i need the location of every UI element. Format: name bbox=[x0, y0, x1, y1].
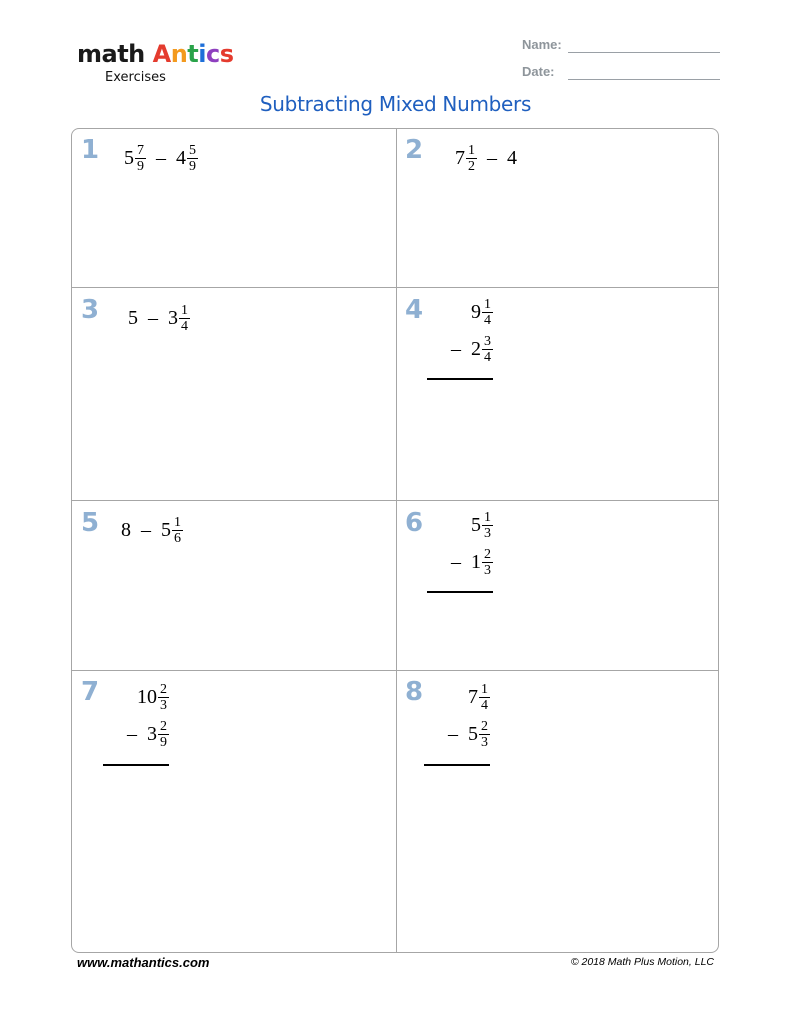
fraction bbox=[482, 547, 493, 578]
fraction bbox=[482, 510, 493, 541]
denominator: 3 bbox=[160, 698, 167, 713]
logo-math-text: math bbox=[77, 40, 145, 68]
whole-number: 5 bbox=[161, 519, 171, 541]
problem-expression bbox=[427, 510, 493, 578]
whole-number: 8 bbox=[121, 519, 131, 541]
problem-number: 2 bbox=[405, 135, 424, 165]
problem-number: 5 bbox=[81, 508, 100, 538]
numerator: 3 bbox=[484, 334, 491, 349]
denominator: 3 bbox=[484, 526, 491, 541]
problem-number: 8 bbox=[405, 677, 424, 707]
math-antics-logo bbox=[77, 40, 234, 85]
grid-divider-horizontal bbox=[72, 287, 718, 288]
logo-antics-text bbox=[153, 40, 234, 68]
numerator: 1 bbox=[481, 682, 488, 697]
whole-number: 5 bbox=[124, 147, 134, 169]
problem-expression bbox=[121, 515, 183, 546]
numerator: 1 bbox=[181, 303, 188, 318]
denominator: 2 bbox=[468, 159, 475, 174]
logo-letter: A bbox=[152, 40, 171, 68]
whole-number: 1 bbox=[471, 551, 481, 573]
numerator: 2 bbox=[160, 719, 167, 734]
fraction bbox=[158, 719, 169, 750]
whole-number: 3 bbox=[147, 723, 157, 745]
fraction bbox=[187, 143, 198, 174]
minus-sign: – bbox=[141, 519, 151, 541]
name-field[interactable] bbox=[522, 37, 720, 55]
numerator: 2 bbox=[484, 547, 491, 562]
problem-number: 3 bbox=[81, 295, 100, 325]
fraction bbox=[479, 682, 490, 713]
denominator: 9 bbox=[137, 159, 144, 174]
fraction bbox=[179, 303, 190, 334]
logo-letter: c bbox=[206, 40, 220, 68]
denominator: 3 bbox=[484, 563, 491, 578]
denominator: 6 bbox=[174, 531, 181, 546]
answer-line bbox=[427, 591, 493, 593]
whole-number: 4 bbox=[507, 147, 517, 169]
whole-number: 5 bbox=[468, 723, 478, 745]
minus-sign: – bbox=[127, 723, 137, 745]
fraction bbox=[479, 719, 490, 750]
whole-number: 2 bbox=[471, 338, 481, 360]
denominator: 9 bbox=[160, 735, 167, 750]
footer-website-link[interactable]: www.mathantics.com bbox=[77, 955, 210, 970]
whole-number: 5 bbox=[471, 514, 481, 536]
fraction bbox=[158, 682, 169, 713]
problem-expression bbox=[424, 682, 490, 750]
whole-number: 7 bbox=[468, 686, 478, 708]
whole-number: 10 bbox=[137, 686, 157, 708]
date-line bbox=[568, 79, 720, 80]
name-label: Name: bbox=[522, 37, 562, 52]
logo-letter: i bbox=[198, 40, 207, 68]
name-line bbox=[568, 52, 720, 53]
problem-grid bbox=[71, 128, 719, 953]
logo-subtitle: Exercises bbox=[105, 70, 166, 85]
minus-sign: – bbox=[451, 338, 461, 360]
denominator: 4 bbox=[484, 350, 491, 365]
numerator: 1 bbox=[484, 510, 491, 525]
denominator: 4 bbox=[481, 698, 488, 713]
logo-letter: n bbox=[170, 40, 188, 68]
fraction bbox=[135, 143, 146, 174]
denominator: 4 bbox=[484, 313, 491, 328]
minus-sign: – bbox=[487, 147, 497, 169]
worksheet-title: Subtracting Mixed Numbers bbox=[259, 92, 532, 116]
problem-number: 1 bbox=[81, 135, 100, 165]
whole-number: 4 bbox=[176, 147, 186, 169]
numerator: 2 bbox=[481, 719, 488, 734]
problem-expression bbox=[128, 303, 190, 334]
numerator: 1 bbox=[484, 297, 491, 312]
grid-divider-vertical bbox=[396, 129, 397, 952]
fraction bbox=[482, 334, 493, 365]
minus-sign: – bbox=[448, 723, 458, 745]
problem-expression bbox=[103, 682, 169, 750]
fraction bbox=[172, 515, 183, 546]
problem-expression bbox=[124, 143, 198, 174]
whole-number: 7 bbox=[455, 147, 465, 169]
answer-line bbox=[427, 378, 493, 380]
minus-sign: – bbox=[156, 147, 166, 169]
fraction bbox=[482, 297, 493, 328]
numerator: 1 bbox=[174, 515, 181, 530]
logo-letter: s bbox=[219, 40, 234, 68]
problem-number: 4 bbox=[405, 295, 424, 325]
numerator: 5 bbox=[189, 143, 196, 158]
denominator: 9 bbox=[189, 159, 196, 174]
grid-divider-horizontal bbox=[72, 670, 718, 671]
whole-number: 3 bbox=[168, 307, 178, 329]
whole-number: 5 bbox=[128, 307, 138, 329]
footer-copyright: © 2018 Math Plus Motion, LLC bbox=[570, 956, 714, 968]
answer-line bbox=[103, 764, 169, 766]
answer-line bbox=[424, 764, 490, 766]
problem-number: 7 bbox=[81, 677, 100, 707]
numerator: 2 bbox=[160, 682, 167, 697]
logo-wordmark bbox=[77, 40, 234, 68]
grid-divider-horizontal bbox=[72, 500, 718, 501]
whole-number: 9 bbox=[471, 301, 481, 323]
problem-expression bbox=[427, 297, 493, 365]
problem-number: 6 bbox=[405, 508, 424, 538]
minus-sign: – bbox=[451, 551, 461, 573]
date-field[interactable] bbox=[522, 64, 720, 82]
numerator: 1 bbox=[468, 143, 475, 158]
problem-expression bbox=[455, 143, 517, 174]
date-label: Date: bbox=[522, 64, 555, 79]
fraction bbox=[466, 143, 477, 174]
numerator: 7 bbox=[137, 143, 144, 158]
logo-letter: t bbox=[187, 40, 199, 68]
denominator: 4 bbox=[181, 319, 188, 334]
minus-sign: – bbox=[148, 307, 158, 329]
denominator: 3 bbox=[481, 735, 488, 750]
